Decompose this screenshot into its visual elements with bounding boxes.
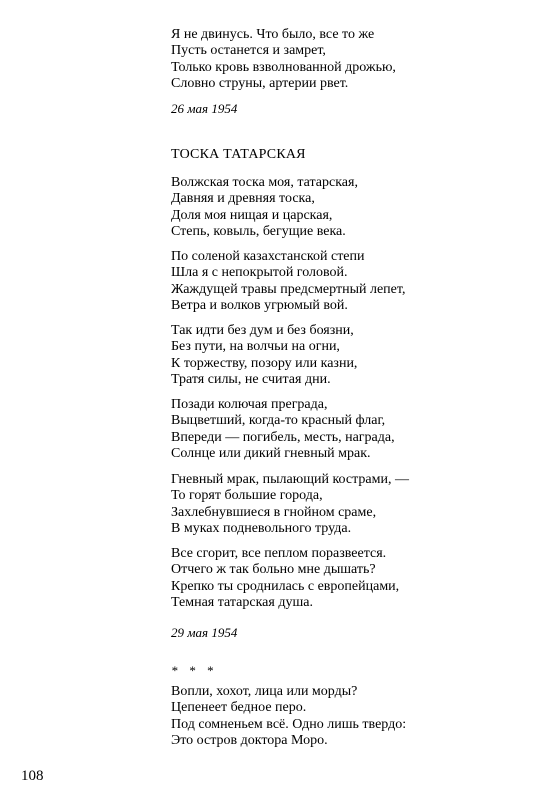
section-separator: * * * — [171, 663, 217, 678]
verse-line: Давняя и древняя тоска, — [171, 191, 315, 207]
stanza-2 — [171, 175, 541, 240]
stanza-6 — [171, 472, 541, 537]
verse-line: Позади колючая преграда, — [171, 397, 328, 412]
verse-line: Вопли, хохот, лица или морды? — [171, 684, 358, 699]
verse-line: Крепко ты сроднилась с европейцами, — [171, 578, 400, 594]
verse-line: Солнце или дикий гневный мрак. — [171, 445, 371, 461]
verse-line: Я не двинусь. Что было, все то же — [171, 27, 375, 42]
verse-line: Степь, ковыль, бегущие века. — [171, 223, 346, 239]
verse-line: Отчего ж так больно мне дышать? — [171, 562, 376, 578]
stanza-3 — [171, 249, 541, 314]
poem-date: 29 мая 1954 — [171, 625, 238, 640]
page-number: 108 — [21, 768, 44, 784]
verse-line: Доля моя нищая и царская, — [171, 207, 333, 223]
verse-line: Выцветший, когда-то красный флаг, — [171, 413, 386, 429]
verse-line: Цепенеет бедное перо. — [171, 700, 307, 716]
verse-line: Это остров доктора Моро. — [171, 732, 328, 748]
verse-line: Жаждущей травы предсмертный лепет, — [171, 281, 406, 297]
poem-title: ТОСКА ТАТАРСКАЯ — [171, 147, 306, 162]
stanza-7 — [171, 546, 541, 611]
verse-line: Гневный мрак, пылающий кострами, — — [171, 472, 409, 487]
verse-line: Ветра и волков угрюмый вой. — [171, 297, 348, 313]
verse-line: Под сомненьем всё. Одно лишь твердо: — [171, 716, 407, 732]
verse-line: Без пути, на волчьи на огни, — [171, 339, 340, 355]
verse-line: Тратя силы, не считая дни. — [171, 371, 331, 387]
verse-line: К торжеству, позору или казни, — [171, 355, 358, 371]
verse-line: Шла я с непокрытой головой. — [171, 265, 348, 281]
verse-line: Словно струны, артерии рвет. — [171, 75, 349, 91]
stanza-1 — [171, 27, 541, 92]
verse-line: Так идти без дум и без боязни, — [171, 323, 354, 338]
stanza-5 — [171, 397, 541, 462]
verse-line: Захлебнувшиеся в гнойном сраме, — [171, 504, 377, 520]
poem-date: 26 мая 1954 — [171, 101, 238, 116]
verse-line: В муках подневольного труда. — [171, 520, 352, 536]
verse-line: По соленой казахстанской степи — [171, 249, 365, 264]
verse-line: Темная татарская душа. — [171, 594, 313, 610]
verse-line: Волжская тоска моя, татарская, — [171, 175, 358, 190]
verse-line: Все сгорит, все пеплом поразвеется. — [171, 546, 387, 561]
verse-line: Пусть останется и замрет, — [171, 43, 326, 59]
verse-line: Только кровь взволнованной дрожью, — [171, 59, 396, 75]
verse-line: То горят большие города, — [171, 488, 323, 504]
verse-line: Впереди — погибель, месть, награда, — [171, 429, 395, 445]
stanza-8 — [171, 684, 541, 749]
stanza-4 — [171, 323, 541, 388]
